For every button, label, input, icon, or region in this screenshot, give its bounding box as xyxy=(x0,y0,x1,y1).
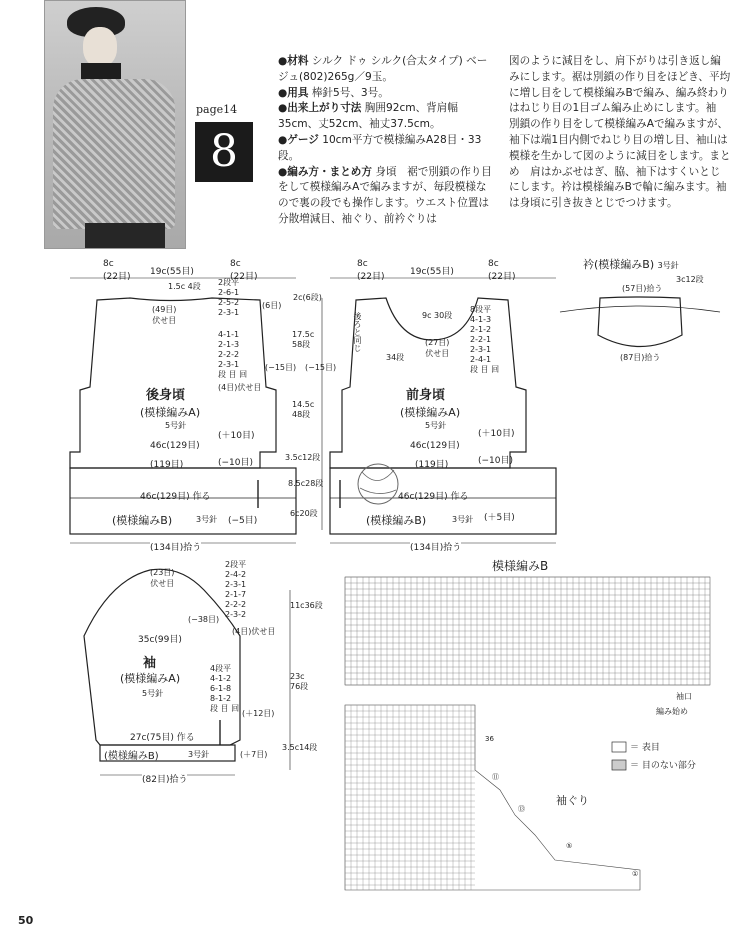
sleeve-cap-minus: (−38目) xyxy=(188,615,220,624)
back-rib-needle: 3号針 xyxy=(196,515,218,524)
spec-gauge: ●ゲージ 10cm平方で模様編みA28目・33段。 xyxy=(278,133,482,162)
front-plus-5: (＋5目) xyxy=(484,513,515,523)
spec-size: ●出来上がり寸法 胸囲92cm、背肩幅35cm、丈52cm、袖丈37.5cm。 xyxy=(278,102,458,131)
front-plus-10: (＋10目) xyxy=(478,429,515,439)
sleeve-cap-height: 11c36段 xyxy=(290,601,323,610)
back-rib-label: (模様編みB) xyxy=(112,514,173,527)
sleeve-inc: 4段平 4-1-2 6-1-8 8-1-2 段 目 回 xyxy=(210,664,240,713)
back-cast-on: 46c(129目) 作る xyxy=(140,492,211,502)
back-minus-10: (−10目) xyxy=(218,458,254,468)
back-minus-15: (−15目) xyxy=(265,363,297,372)
back-armhole-bind: (4目)伏せ目 xyxy=(218,383,262,392)
back-top-left: 8c (22目) xyxy=(103,259,131,282)
front-top-mid: 19c(55目) xyxy=(410,267,454,277)
instructions-text: 図のように減目をし、肩下がりは引き返し編みにします。裾は別鎖の作り目をほどき、平均に増し目をして模様編みBで編み、編み終わりはねじり目の1目ゴム編み止めにします。袖 別鎖の作り目をして模様編みAで編みますが、袖下は端1目内側でねじり目の増し目、袖山は模様を生かして図のように減目をします。まとめ 肩はかぶせはぎ、脇、袖下はすくいとじにします。衿は模様編みBで輪に編みます。袖は身頃に引き抜きとじでつけます。 xyxy=(509,55,731,210)
front-neck-dec: 8段平 4-1-3 2-1-2 2-2-1 2-3-1 2-4-1 段 目 回 xyxy=(470,305,500,374)
back-shoulder-rows: 1.5c 4段 xyxy=(168,282,201,291)
back-armhole-dec: 4-1-1 2-1-3 2-2-2 2-3-1 段 目 回 xyxy=(218,330,248,379)
chart-b-label-start: 編み始め xyxy=(656,707,688,716)
sleeve-pattern: (模様編みA) xyxy=(120,672,181,685)
sleeve-cap-dec: 2段平 2-4-2 2-3-1 2-1-7 2-2-2 2-3-2 xyxy=(225,560,247,619)
sleeve-plus-7: (＋7目) xyxy=(240,750,268,759)
pattern-number: 8 xyxy=(195,122,253,182)
armhole-marker-1: ① xyxy=(632,870,639,878)
back-pattern: (模様編みA) xyxy=(140,406,201,419)
spec-tools: ●用具 棒針5号、3号。 xyxy=(278,86,389,99)
chart-b-label-cuff: 袖口 xyxy=(676,692,692,701)
armhole-title: 袖ぐり xyxy=(556,794,589,807)
sleeve-rib-needle: 3号針 xyxy=(188,750,210,759)
collar-outline xyxy=(598,297,682,347)
armhole-marker-5: ⑤ xyxy=(566,842,573,850)
sleeve-body-height: 23c 76段 xyxy=(290,672,309,691)
front-minus-15: (−15目) xyxy=(305,363,337,372)
front-neck-bind: (27目) 伏せ目 xyxy=(425,338,450,358)
sleeve-pickup: (82目)拾う xyxy=(142,772,187,785)
sleeve-top: (23目) 伏せ目 xyxy=(150,568,175,588)
sleeve-width-35: 35c(99目) xyxy=(138,635,182,645)
back-plus-10: (＋10目) xyxy=(218,431,255,441)
sleeve-cast-on: 27c(75目) 作る xyxy=(130,733,195,743)
sleeve-rib-label: (模様編みB) xyxy=(104,751,159,762)
sleeve-cap-bind: (4目)伏せ目 xyxy=(232,627,276,636)
sleeve-title: 袖 xyxy=(143,656,157,671)
front-pickup: (134目)拾う xyxy=(410,540,461,553)
front-side-rows: 34段 xyxy=(386,353,405,362)
back-width-46: 46c(129目) xyxy=(150,441,200,451)
armhole-marker-11: ⑪ xyxy=(492,773,499,781)
chart-b-title: 模様編みB xyxy=(492,559,549,573)
collar-height: 3c12段 xyxy=(676,275,704,284)
back-shoulder-height: 2c(6段) xyxy=(293,293,322,302)
back-minus-5: (−5目) xyxy=(228,516,258,526)
back-width-119: (119目) xyxy=(150,460,184,470)
armhole-marker-13: ⑬ xyxy=(518,805,525,813)
front-minus-10: (−10目) xyxy=(478,456,514,466)
back-pickup: (134目)拾う xyxy=(150,540,201,553)
front-top-left: 8c (22目) xyxy=(357,259,385,282)
back-lower-height: 8.5c28段 xyxy=(288,479,324,488)
page-reference: page14 xyxy=(196,103,238,116)
back-top-mid: 19c(55目) xyxy=(150,267,194,277)
armhole-marker-36: 36 xyxy=(485,735,494,743)
front-width-119: (119目) xyxy=(415,460,449,470)
collar-bottom: (87目)拾う xyxy=(620,353,661,362)
front-rib-label: (模様編みB) xyxy=(366,514,427,527)
back-waist-height: 3.5c12段 xyxy=(285,453,321,462)
back-rib-height: 6c20段 xyxy=(290,509,318,518)
page-number: 50 xyxy=(18,914,34,927)
collar-top: (57目)拾う xyxy=(622,284,663,293)
front-pattern: (模様編みA) xyxy=(400,406,461,419)
front-top-right: 8c (22目) xyxy=(488,259,516,282)
front-needle: 5号針 xyxy=(425,421,447,430)
front-rib-needle: 3号針 xyxy=(452,515,474,524)
back-needle: 5号針 xyxy=(165,421,187,430)
sleeve-outline xyxy=(84,569,240,745)
legend-no-stitch: ＝ 目のない部分 xyxy=(630,761,696,771)
back-neck-bind: (49目) 伏せ目 xyxy=(152,305,177,325)
legend-knit: ＝ 表目 xyxy=(630,743,660,753)
front-title: 前身頃 xyxy=(406,388,446,403)
sleeve-rib-height: 3.5c14段 xyxy=(282,743,318,752)
armhole-chart xyxy=(345,705,640,890)
spec-method: ●編み方・まとめ方 身頃 裾で別鎖の作り目をして模様編みAで編みますが、毎段模様なので裏の段でも操作します。ウエスト位置は分散増減目、袖ぐり、前衿ぐりは xyxy=(278,165,492,225)
back-shoulder-sts: (6目) xyxy=(262,301,282,310)
front-width-46: 46c(129目) xyxy=(410,441,460,451)
back-armhole-height: 17.5c 58段 xyxy=(292,330,315,349)
sleeve-needle: 5号針 xyxy=(142,689,164,698)
front-side-note: 後ろと同じ xyxy=(353,312,362,352)
collar-title: 衿(模様編みB) 3号針 xyxy=(583,258,679,271)
spec-material: ●材料 シルク ドゥ シルク(合太タイプ) ベージュ(802)265g／9玉。 xyxy=(278,55,488,83)
front-neck-height: 9c 30段 xyxy=(422,311,453,320)
front-cast-on: 46c(129目) 作る xyxy=(398,492,469,502)
sleeve-plus-12: (＋12目) xyxy=(242,709,275,718)
back-shoulder-dec: 2段平 2-6-1 2-5-2 2-3-1 xyxy=(218,278,240,317)
back-top-right: 8c (22目) xyxy=(230,259,258,282)
back-body-height: 14.5c 48段 xyxy=(292,400,315,419)
back-title: 後身頃 xyxy=(146,388,186,403)
